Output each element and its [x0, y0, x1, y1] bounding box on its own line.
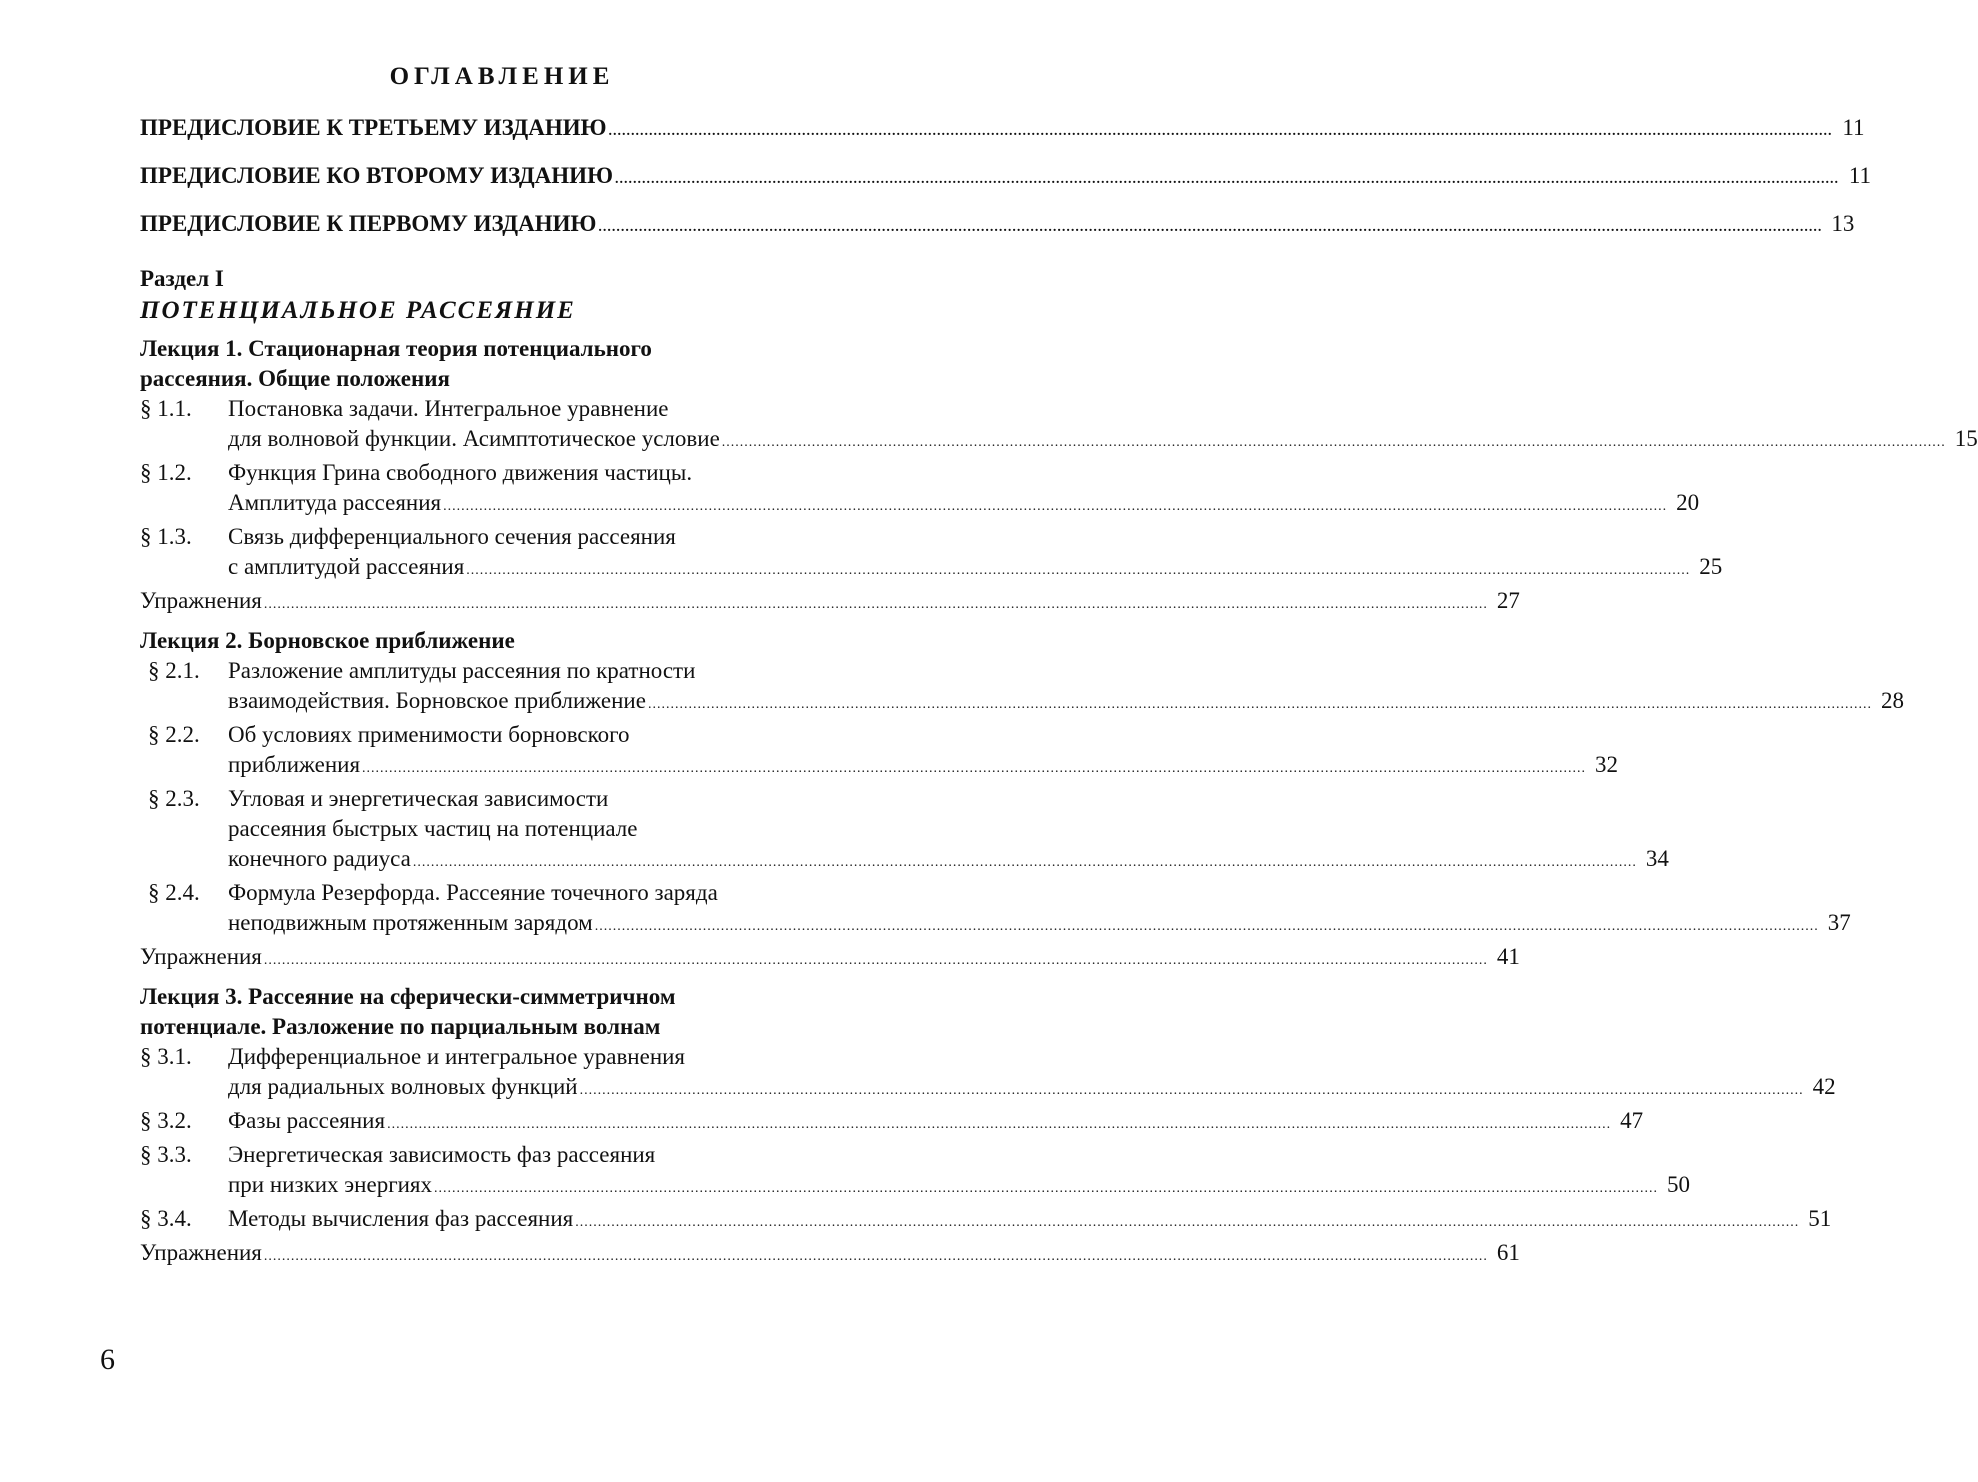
section-title: ПОТЕНЦИАЛЬНОЕ РАССЕЯНИЕ — [140, 297, 576, 324]
paragraph-number: § 2.1. — [148, 658, 200, 683]
entry-page: 37 — [1827, 910, 1851, 935]
entry-page: 28 — [1880, 688, 1904, 713]
paragraph-number: § 2.4. — [148, 880, 200, 905]
paragraph-entry[interactable] — [140, 1042, 1836, 1106]
toc-entry[interactable] — [140, 106, 1865, 154]
paragraph-line: взаимодействия. Борновское приближение — [228, 688, 646, 713]
lecture-title-line: Лекция 3. Рассеяние на сферически-симметричном — [140, 984, 676, 1009]
paragraph-line: Постановка задачи. Интегральное уравнение — [228, 396, 669, 421]
entry-page: 42 — [1812, 1074, 1836, 1099]
paragraph-number: § 3.2. — [140, 1108, 192, 1133]
paragraph-line: рассеяния быстрых частиц на потенциале — [228, 816, 638, 841]
paragraph-line: Связь дифференциального сечения рассеяния — [228, 524, 676, 549]
leader-dots — [413, 848, 1637, 878]
paragraph-line: с амплитудой рассеяния — [228, 554, 465, 579]
leader-dots — [595, 912, 1819, 942]
paragraph-number: § 1.2. — [140, 460, 192, 485]
leader-dots — [264, 590, 1488, 620]
leader-dots — [598, 206, 1822, 250]
paragraph-number: § 3.3. — [140, 1142, 192, 1167]
toc-entry[interactable] — [140, 202, 1855, 250]
paragraph-number: § 2.2. — [148, 722, 200, 747]
paragraph-line: приближения — [228, 752, 361, 777]
paragraph-line: Об условиях применимости борновского — [228, 722, 630, 747]
leader-dots — [264, 1242, 1488, 1272]
paragraph-line: при низких энергиях — [228, 1172, 433, 1197]
lecture-title-line: Лекция 2. Борновское приближение — [140, 628, 515, 653]
leader-dots — [615, 158, 1839, 202]
paragraph-line: конечного радиуса — [228, 846, 411, 871]
entry-title: ПРЕДИСЛОВИЕ КО ВТОРОМУ ИЗДАНИЮ — [140, 163, 613, 188]
exercises-label: Упражнения — [140, 588, 262, 613]
leader-dots — [609, 110, 1833, 154]
entry-page: 32 — [1595, 752, 1619, 777]
leader-dots — [722, 428, 1946, 458]
entry-page: 20 — [1676, 490, 1700, 515]
lecture-title-line: потенциале. Разложение по парциальным волнам — [140, 1014, 661, 1039]
paragraph-entry[interactable] — [140, 656, 1904, 720]
paragraph-line: для волновой функции. Асимптотическое условие — [228, 426, 720, 451]
lecture-title-line: рассеяния. Общие положения — [140, 366, 450, 391]
leader-dots — [362, 754, 1586, 784]
leader-dots — [264, 946, 1488, 976]
paragraph-line: Дифференциальное и интегральное уравнения — [228, 1044, 686, 1069]
exercises-label: Упражнения — [140, 1240, 262, 1265]
paragraph-line: Разложение амплитуды рассеяния по кратности — [228, 658, 696, 683]
paragraph-number: § 3.1. — [140, 1044, 192, 1069]
lecture-2 — [140, 626, 1904, 976]
paragraph-entry[interactable] — [140, 784, 1669, 878]
paragraph-number: § 1.3. — [140, 524, 192, 549]
paragraph-entry[interactable] — [140, 522, 1723, 586]
paragraph-line: для радиальных волновых функций — [228, 1074, 578, 1099]
entry-page: 13 — [1831, 211, 1855, 236]
entry-page: 34 — [1645, 846, 1669, 871]
entry-page: 47 — [1620, 1108, 1644, 1133]
table-of-contents — [140, 60, 1978, 1272]
lecture-1 — [140, 334, 1978, 620]
lecture-title-line: Лекция 1. Стационарная теория потенциального — [140, 336, 652, 361]
lecture-title[interactable] — [140, 626, 864, 656]
paragraph-number: § 3.4. — [140, 1206, 192, 1231]
paragraph-line: Функция Грина свободного движения частицы. — [228, 460, 693, 485]
paragraph-number: § 2.3. — [148, 786, 200, 811]
paragraph-line: Угловая и энергетическая зависимости — [228, 786, 609, 811]
exercises-label: Упражнения — [140, 944, 262, 969]
paragraph-line: Методы вычисления фаз рассеяния — [228, 1206, 574, 1231]
front-matter — [140, 106, 1871, 250]
leader-dots — [575, 1208, 1799, 1238]
paragraph-entry[interactable] — [140, 458, 1700, 522]
page-number: 6 — [100, 1343, 115, 1376]
paragraph-entry[interactable] — [140, 1140, 1691, 1204]
leader-dots — [648, 690, 1872, 720]
entry-page: 50 — [1667, 1172, 1691, 1197]
entry-page: 61 — [1496, 1240, 1520, 1265]
entry-title: ПРЕДИСЛОВИЕ К ПЕРВОМУ ИЗДАНИЮ — [140, 211, 597, 236]
leader-dots — [580, 1076, 1804, 1106]
entry-page: 41 — [1496, 944, 1520, 969]
paragraph-entry[interactable] — [140, 1204, 1832, 1238]
paragraph-entry[interactable] — [140, 878, 1851, 942]
paragraph-line: Формула Резерфорда. Рассеяние точечного заряда — [228, 880, 718, 905]
exercises-entry[interactable] — [140, 942, 1520, 976]
paragraph-line: неподвижным протяженным зарядом — [228, 910, 593, 935]
exercises-entry[interactable] — [140, 586, 1520, 620]
leader-dots — [387, 1110, 1611, 1140]
leader-dots — [466, 556, 1690, 586]
entry-page: 11 — [1842, 115, 1865, 140]
paragraph-entry[interactable] — [140, 720, 1619, 784]
entry-page: 25 — [1699, 554, 1723, 579]
entry-page: 15 — [1954, 426, 1978, 451]
paragraph-entry[interactable] — [140, 394, 1978, 458]
toc-heading: ОГЛАВЛЕНИЕ — [389, 63, 615, 90]
toc-entry[interactable] — [140, 154, 1871, 202]
paragraph-line: Энергетическая зависимость фаз рассеяния — [228, 1142, 656, 1167]
entry-title: ПРЕДИСЛОВИЕ К ТРЕТЬЕМУ ИЗДАНИЮ — [140, 115, 607, 140]
entry-page: 27 — [1496, 588, 1520, 613]
lecture-title[interactable] — [140, 982, 864, 1042]
paragraph-entry[interactable] — [140, 1106, 1644, 1140]
lecture-3 — [140, 982, 1836, 1272]
leader-dots — [434, 1174, 1658, 1204]
paragraph-line: Амплитуда рассеяния — [228, 490, 442, 515]
leader-dots — [443, 492, 1667, 522]
entry-page: 11 — [1848, 163, 1871, 188]
exercises-entry[interactable] — [140, 1238, 1520, 1272]
section-label: Раздел I — [140, 266, 224, 291]
entry-page: 51 — [1808, 1206, 1832, 1231]
lecture-title[interactable] — [140, 334, 864, 394]
paragraph-line: Фазы рассеяния — [228, 1108, 386, 1133]
paragraph-number: § 1.1. — [140, 396, 192, 421]
